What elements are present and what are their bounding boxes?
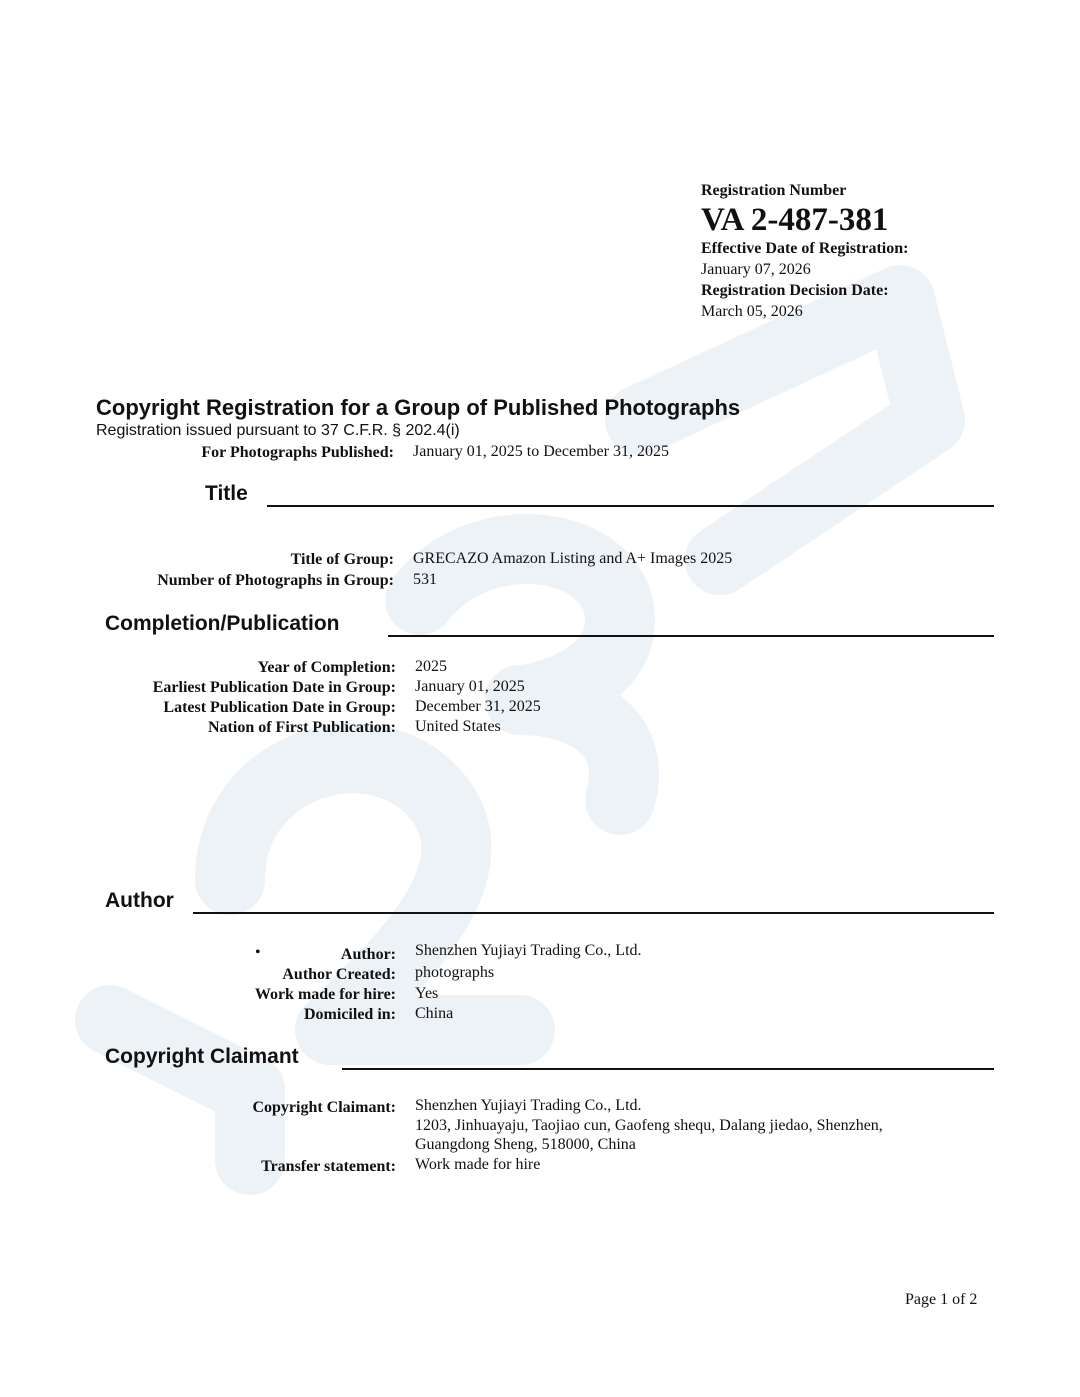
field-value: 2025 xyxy=(415,658,447,675)
field-value: December 31, 2025 xyxy=(415,698,541,715)
watermark-digit-one xyxy=(110,1020,250,1160)
field-label: Number of Photographs in Group: xyxy=(157,572,394,589)
field-value: United States xyxy=(415,718,501,735)
author-bullet: • xyxy=(255,944,261,961)
field-value: photographs xyxy=(415,964,495,981)
decision-date-label: Registration Decision Date: xyxy=(701,282,889,299)
author-section-heading: Author xyxy=(105,889,174,912)
field-label: Author: xyxy=(340,946,396,963)
claimant-address-line: 1203, Jinhuayaju, Taojiao cun, Gaofeng shequ, Dalang jiedao, Shenzhen, xyxy=(415,1117,883,1134)
published-value: January 01, 2025 to December 31, 2025 xyxy=(413,443,669,460)
effective-date: January 07, 2026 xyxy=(701,261,811,278)
field-label: Year of Completion: xyxy=(257,659,396,676)
field-label: Domiciled in: xyxy=(304,1006,396,1023)
field-label: Work made for hire: xyxy=(254,986,396,1003)
field-label: Latest Publication Date in Group: xyxy=(163,699,396,716)
effective-date-label: Effective Date of Registration: xyxy=(701,240,909,257)
field-value: Shenzhen Yujiayi Trading Co., Ltd. xyxy=(415,942,642,959)
claimant-name: Shenzhen Yujiayi Trading Co., Ltd. xyxy=(415,1097,642,1114)
completion-section-rule xyxy=(388,635,994,637)
completion-section-heading: Completion/Publication xyxy=(105,612,340,635)
claimant-label: Copyright Claimant: xyxy=(252,1099,396,1116)
page-number: Page 1 of 2 xyxy=(905,1291,978,1308)
field-label: Nation of First Publication: xyxy=(208,719,396,736)
registration-block xyxy=(701,180,1041,322)
field-value: 531 xyxy=(413,571,437,588)
field-value: January 01, 2025 xyxy=(415,678,525,695)
field-value: Yes xyxy=(415,985,439,1002)
decision-date: March 05, 2026 xyxy=(701,303,803,320)
watermark-digit-three xyxy=(420,549,624,800)
document-subtitle: Registration issued pursuant to 37 C.F.R. § 202.4(i) xyxy=(96,422,460,439)
registration-number: VA 2-487-381 xyxy=(701,202,889,238)
title-section-rule xyxy=(267,505,994,507)
claimant-section-heading: Copyright Claimant xyxy=(105,1045,299,1068)
author-section-rule xyxy=(193,912,994,914)
field-value: China xyxy=(415,1005,454,1022)
document-title: Copyright Registration for a Group of Published Photographs xyxy=(96,395,741,420)
field-value: GRECAZO Amazon Listing and A+ Images 2025 xyxy=(413,550,733,567)
transfer-label: Transfer statement: xyxy=(261,1158,396,1175)
registration-number-label: Registration Number xyxy=(701,182,847,199)
title-section-heading: Title xyxy=(205,482,248,505)
published-label: For Photographs Published: xyxy=(201,444,394,461)
field-label: Title of Group: xyxy=(290,551,394,568)
claimant-address-line: Guangdong Sheng, 518000, China xyxy=(415,1136,636,1153)
field-label: Earliest Publication Date in Group: xyxy=(152,679,396,696)
field-label: Author Created: xyxy=(282,966,396,983)
transfer-value: Work made for hire xyxy=(415,1156,541,1173)
watermark-letter xyxy=(640,300,930,560)
claimant-section-rule xyxy=(342,1068,994,1070)
